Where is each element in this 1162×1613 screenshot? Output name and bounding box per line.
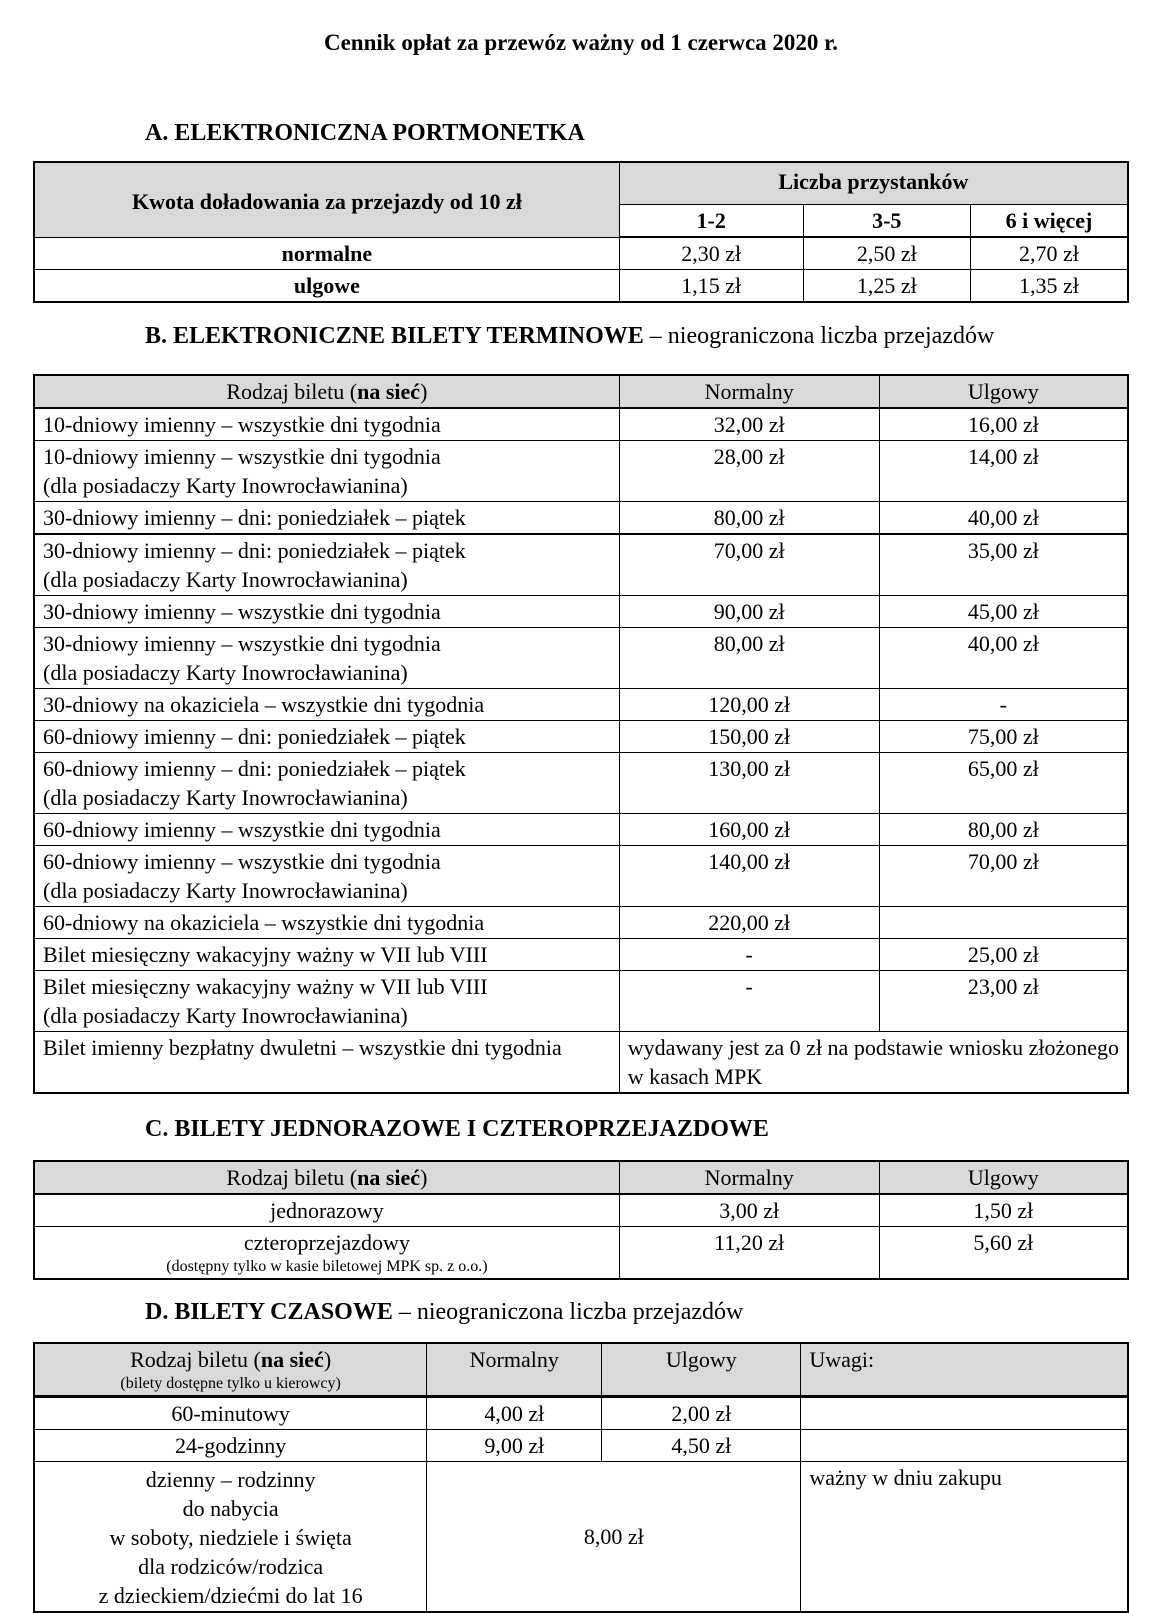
ticket-type-header-prefix: Rodzaj biletu ( — [130, 1347, 261, 1372]
table-row — [34, 270, 1128, 303]
table-row — [34, 689, 1128, 721]
table-header-row — [34, 1343, 1128, 1397]
header-cell-remarks: Uwagi: — [801, 1343, 1128, 1397]
table-row — [34, 721, 1128, 753]
header-cell-ticket-type — [34, 1161, 619, 1194]
header-cell-reduced: Ulgowy — [879, 375, 1128, 408]
normal-price-cell: 90,00 zł — [619, 596, 879, 628]
ticket-type-cell: Bilet miesięczny wakacyjny ważny w VII lub VIII — [34, 939, 619, 971]
normal-price-cell: 3,00 zł — [619, 1194, 879, 1227]
ticket-type-cell: 60-dniowy imienny – wszystkie dni tygodnia (dla posiadaczy Karty Inowrocławianina) — [34, 846, 619, 907]
table-row — [34, 628, 1128, 689]
ticket-type-header-bold: na sieć — [357, 379, 421, 404]
time-tickets-table — [33, 1342, 1129, 1613]
normal-price-cell: 160,00 zł — [619, 814, 879, 846]
table-row — [34, 846, 1128, 907]
reduced-price-cell: 25,00 zł — [879, 939, 1128, 971]
header-cell-topup-amount: Kwota doładowania za przejazdy od 10 zł — [34, 162, 619, 237]
remarks-cell: ważny w dniu zakupu — [801, 1462, 1128, 1613]
normal-price-cell: 9,00 zł — [427, 1430, 602, 1462]
header-cell-ticket-type — [34, 375, 619, 408]
header-cell-stops-1-2: 1-2 — [619, 205, 803, 238]
table-row — [34, 596, 1128, 628]
ticket-type-cell: 60-dniowy imienny – wszystkie dni tygodnia — [34, 814, 619, 846]
ticket-type-header-suffix: ) — [323, 1347, 332, 1372]
header-cell-ticket-type — [34, 1343, 427, 1397]
ticket-type-cell: 30-dniowy imienny – dni: poniedziałek – piątek — [34, 502, 619, 535]
ticket-type-cell: 60-dniowy na okaziciela – wszystkie dni tygodnia — [34, 907, 619, 939]
table-row — [34, 534, 1128, 596]
reduced-price-cell: 2,00 zł — [602, 1397, 801, 1430]
table-row — [34, 939, 1128, 971]
electronic-purse-table — [33, 161, 1129, 303]
section-c-heading — [33, 1114, 1129, 1145]
table-row — [34, 237, 1128, 270]
normal-price-cell: 32,00 zł — [619, 408, 879, 441]
normal-price-cell: 150,00 zł — [619, 721, 879, 753]
table-row — [34, 408, 1128, 441]
normal-price-cell: 70,00 zł — [619, 534, 879, 596]
section-d-heading — [33, 1297, 1129, 1328]
ticket-type-cell: 24-godzinny — [34, 1430, 427, 1462]
ticket-type-cell: 10-dniowy imienny – wszystkie dni tygodnia (dla posiadaczy Karty Inowrocławianina) — [34, 441, 619, 502]
section-d-heading-tail: – nieograniczona liczba przejazdów — [398, 1299, 744, 1325]
reduced-price-cell: 1,50 zł — [879, 1194, 1128, 1227]
table-row-free-ticket — [34, 1032, 1128, 1094]
reduced-price-cell: 14,00 zł — [879, 441, 1128, 502]
table-row — [34, 1227, 1128, 1280]
table-row — [34, 502, 1128, 535]
reduced-price-cell: 40,00 zł — [879, 502, 1128, 535]
normal-price-cell: 120,00 zł — [619, 689, 879, 721]
merged-price-cell: 8,00 zł — [427, 1462, 801, 1613]
page-title: Cennik opłat za przewóz ważny od 1 czerwca 2020 r. — [323, 30, 839, 55]
normal-price-cell: 28,00 zł — [619, 441, 879, 502]
ticket-type-cell: 30-dniowy imienny – wszystkie dni tygodnia — [34, 596, 619, 628]
ticket-type-header-bold: na sieć — [260, 1347, 324, 1372]
table-row — [34, 1194, 1128, 1227]
table-header-row — [34, 162, 1128, 205]
reduced-price-cell: 65,00 zł — [879, 753, 1128, 814]
reduced-price-cell: 70,00 zł — [879, 846, 1128, 907]
normal-price-cell: - — [619, 939, 879, 971]
table-row-family-ticket — [34, 1462, 1128, 1613]
ticket-type-cell: 10-dniowy imienny – wszystkie dni tygodnia — [34, 408, 619, 441]
ticket-type-cell: 30-dniowy imienny – wszystkie dni tygodnia (dla posiadaczy Karty Inowrocławianina) — [34, 628, 619, 689]
reduced-price-cell: 4,50 zł — [602, 1430, 801, 1462]
normal-price-cell: 220,00 zł — [619, 907, 879, 939]
reduced-price-cell: - — [879, 689, 1128, 721]
header-cell-normal: Normalny — [619, 1161, 879, 1194]
ticket-type-header-note: (bilety dostępne tylko u kierowcy) — [120, 1375, 341, 1392]
table-row — [34, 1397, 1128, 1430]
ticket-type-header-prefix: Rodzaj biletu ( — [226, 379, 358, 404]
normal-price-cell: 130,00 zł — [619, 753, 879, 814]
normal-price-cell: 140,00 zł — [619, 846, 879, 907]
section-b-heading-bold: B. ELEKTRONICZNE BILETY TERMINOWE — [145, 323, 644, 349]
header-cell-reduced: Ulgowy — [602, 1343, 801, 1397]
ticket-type-cell: czteroprzejazdowy (dostępny tylko w kasie biletowej MPK sp. z o.o.) — [34, 1227, 619, 1280]
table-header-row — [34, 1161, 1128, 1194]
price-cell: 2,70 zł — [970, 237, 1128, 270]
free-ticket-info-cell: wydawany jest za 0 zł na podstawie wniosku złożonego w kasach MPK — [619, 1032, 1128, 1094]
table-row — [34, 971, 1128, 1032]
header-cell-reduced: Ulgowy — [879, 1161, 1128, 1194]
reduced-price-cell: 5,60 zł — [879, 1227, 1128, 1280]
ticket-type-cell: jednorazowy — [34, 1194, 619, 1227]
ticket-type-note: (dostępny tylko w kasie biletowej MPK sp. z o.o.) — [166, 1258, 488, 1275]
table-row — [34, 753, 1128, 814]
section-a-heading — [33, 118, 1129, 149]
reduced-price-cell: 75,00 zł — [879, 721, 1128, 753]
section-c-heading-text: C. BILETY JEDNORAZOWE I CZTEROPRZEJAZDOWE — [145, 1116, 769, 1142]
fare-type-cell: ulgowe — [34, 270, 619, 303]
table-row — [34, 1430, 1128, 1462]
ticket-type-cell: 30-dniowy na okaziciela – wszystkie dni tygodnia — [34, 689, 619, 721]
reduced-price-cell: 23,00 zł — [879, 971, 1128, 1032]
header-cell-stops-6plus: 6 i więcej — [970, 205, 1128, 238]
remarks-cell — [801, 1430, 1128, 1462]
section-b-heading — [33, 321, 1129, 352]
reduced-price-cell — [879, 907, 1128, 939]
ticket-type-cell: 30-dniowy imienny – dni: poniedziałek – piątek (dla posiadaczy Karty Inowrocławianina) — [34, 534, 619, 596]
section-b-heading-tail: – nieograniczona liczba przejazdów — [649, 323, 995, 349]
reduced-price-cell: 80,00 zł — [879, 814, 1128, 846]
table-row — [34, 441, 1128, 502]
price-cell: 2,30 zł — [619, 237, 803, 270]
normal-price-cell: 80,00 zł — [619, 502, 879, 535]
ticket-type-header-suffix: ) — [420, 379, 428, 404]
reduced-price-cell: 35,00 zł — [879, 534, 1128, 596]
ticket-type-cell: 60-dniowy imienny – dni: poniedziałek – piątek (dla posiadaczy Karty Inowrocławianina) — [34, 753, 619, 814]
header-cell-stops-3-5: 3-5 — [803, 205, 970, 238]
price-cell: 1,35 zł — [970, 270, 1128, 303]
header-cell-normal: Normalny — [619, 375, 879, 408]
price-cell: 1,15 zł — [619, 270, 803, 303]
table-row — [34, 814, 1128, 846]
reduced-price-cell: 16,00 zł — [879, 408, 1128, 441]
table-header-row — [34, 375, 1128, 408]
ticket-type-cell: Bilet miesięczny wakacyjny ważny w VII lub VIII (dla posiadaczy Karty Inowrocławianina) — [34, 971, 619, 1032]
normal-price-cell: 4,00 zł — [427, 1397, 602, 1430]
ticket-type-header-prefix: Rodzaj biletu ( — [226, 1165, 358, 1190]
normal-price-cell: 11,20 zł — [619, 1227, 879, 1280]
price-cell: 2,50 zł — [803, 237, 970, 270]
ticket-type-cell: 60-minutowy — [34, 1397, 427, 1430]
term-tickets-table — [33, 374, 1129, 1094]
table-row — [34, 907, 1128, 939]
reduced-price-cell: 45,00 zł — [879, 596, 1128, 628]
section-d-heading-bold: D. BILETY CZASOWE — [145, 1299, 393, 1325]
ticket-type-cell: Bilet imienny bezpłatny dwuletni – wszystkie dni tygodnia — [34, 1032, 619, 1094]
normal-price-cell: 80,00 zł — [619, 628, 879, 689]
ticket-type-header-bold: na sieć — [357, 1165, 421, 1190]
fare-type-cell: normalne — [34, 237, 619, 270]
price-cell: 1,25 zł — [803, 270, 970, 303]
section-a-heading-text: A. ELEKTRONICZNA PORTMONETKA — [145, 120, 585, 146]
normal-price-cell: - — [619, 971, 879, 1032]
reduced-price-cell: 40,00 zł — [879, 628, 1128, 689]
header-cell-normal: Normalny — [427, 1343, 602, 1397]
single-tickets-table — [33, 1160, 1129, 1280]
ticket-type-header-suffix: ) — [420, 1165, 428, 1190]
header-cell-stops-group: Liczba przystanków — [619, 162, 1128, 205]
ticket-type-cell: dzienny – rodzinny do nabycia w soboty, niedziele i święta dla rodziców/rodzica z dzieckiem/dziećmi do lat 16 — [34, 1462, 427, 1613]
remarks-cell — [801, 1397, 1128, 1430]
ticket-type-cell: 60-dniowy imienny – dni: poniedziałek – piątek — [34, 721, 619, 753]
